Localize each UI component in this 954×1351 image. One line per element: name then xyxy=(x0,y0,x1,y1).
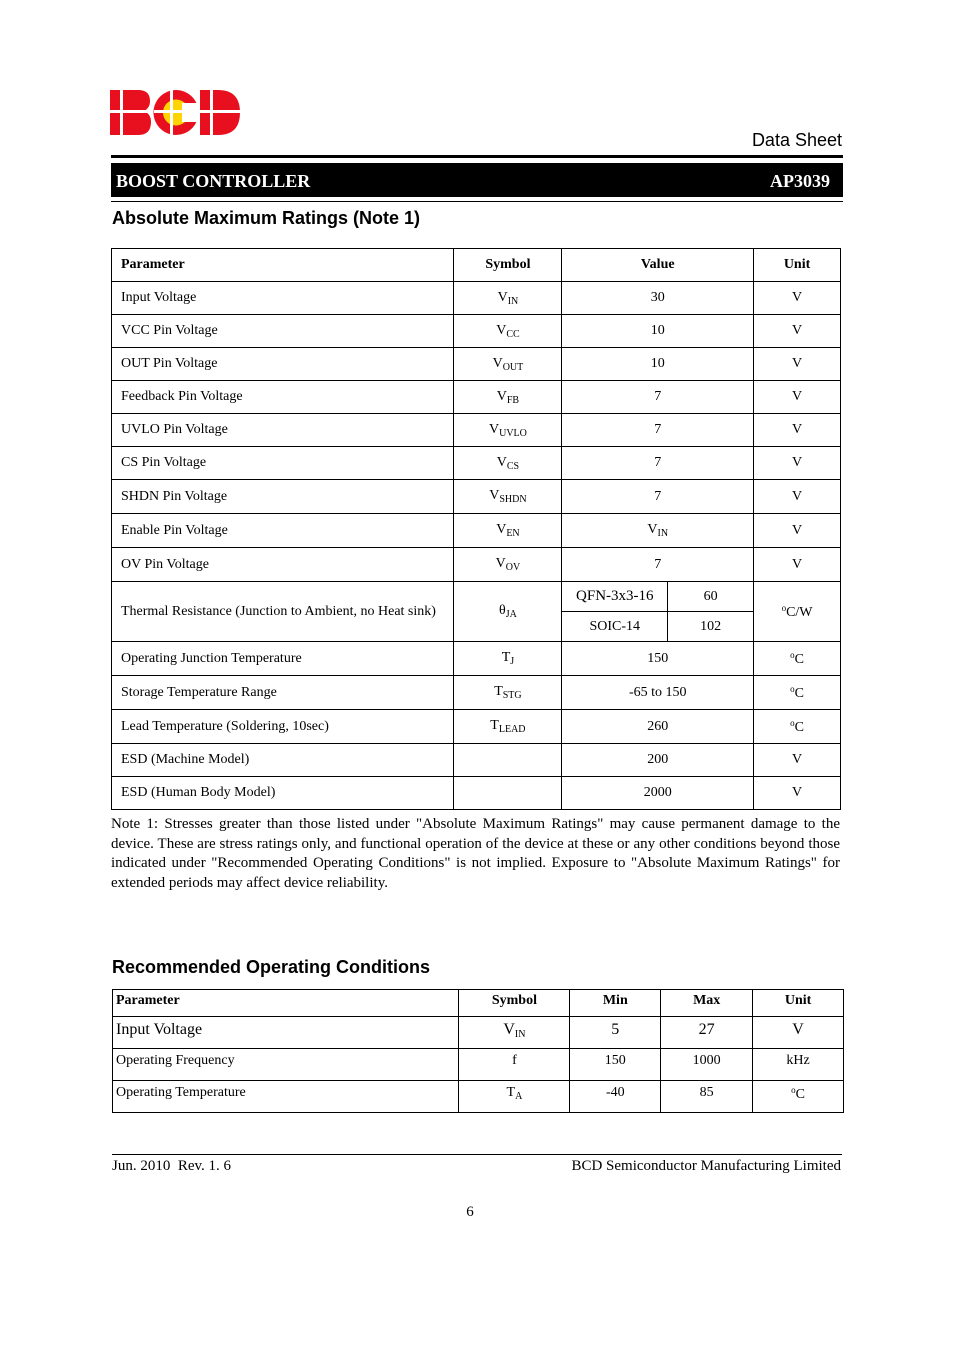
symbol-cell: $V_{CC}$ xyxy=(454,315,562,348)
package-cell: SOIC-14 xyxy=(562,612,668,642)
param-cell: ESD (Human Body Model) xyxy=(112,777,454,810)
value-cell: 2000 xyxy=(562,777,754,810)
unit-cell: V xyxy=(754,414,841,447)
symbol-cell: $V_{UVLO}$ xyxy=(454,414,562,447)
product-title: BOOST CONTROLLER xyxy=(116,171,311,191)
footer-date-revision: Jun. 2010 Rev. 1. 6 xyxy=(112,1158,232,1174)
table-header-row xyxy=(113,990,844,1017)
table-row xyxy=(112,282,841,315)
min-cell: 150 xyxy=(570,1049,661,1081)
table-row xyxy=(113,1017,844,1049)
param-cell: ESD (Machine Model) xyxy=(112,744,454,777)
symbol-cell: $V_{OV}$ xyxy=(454,548,562,582)
value-cell: 60 xyxy=(668,582,754,612)
min-cell: 5 xyxy=(570,1017,661,1049)
symbol-cell: $V_{SHDN}$ xyxy=(454,480,562,514)
param-cell: OV Pin Voltage xyxy=(112,548,454,582)
table-row xyxy=(112,514,841,548)
col-header-symbol: Symbol xyxy=(459,990,570,1017)
param-cell: Input Voltage xyxy=(112,282,454,315)
table-row xyxy=(112,381,841,414)
value-cell: 10 xyxy=(562,348,754,381)
value-cell: 7 xyxy=(562,480,754,514)
value-cell: 200 xyxy=(562,744,754,777)
col-header-unit: Unit xyxy=(754,249,841,282)
max-cell: 27 xyxy=(661,1017,753,1049)
symbol-cell xyxy=(454,744,562,777)
symbol-cell: $V_{EN}$ xyxy=(454,514,562,548)
unit-cell: V xyxy=(754,548,841,582)
unit-cell: $^o$C xyxy=(753,1081,844,1113)
param-cell: Feedback Pin Voltage xyxy=(112,381,454,414)
param-cell: Operating Temperature xyxy=(113,1081,459,1113)
table-header-row xyxy=(112,249,841,282)
table-row xyxy=(112,710,841,744)
unit-cell: kHz xyxy=(753,1049,844,1081)
col-header-parameter: Parameter xyxy=(112,249,454,282)
recommended-operating-conditions-table xyxy=(112,989,844,1113)
doc-type-label: Data Sheet xyxy=(751,130,842,150)
table-row xyxy=(113,1049,844,1081)
unit-cell: V xyxy=(754,480,841,514)
symbol-cell: $V_{CS}$ xyxy=(454,447,562,480)
param-cell: Enable Pin Voltage xyxy=(112,514,454,548)
max-cell: 1000 xyxy=(661,1049,753,1081)
unit-cell: $^o$C xyxy=(754,642,841,676)
package-cell: QFN-3x3-16 xyxy=(562,582,668,612)
param-cell: Storage Temperature Range xyxy=(112,676,454,710)
value-cell: -65 to 150 xyxy=(562,676,754,710)
page-number: 6 xyxy=(466,1204,474,1220)
col-header-value: Value xyxy=(562,249,754,282)
table-row xyxy=(112,676,841,710)
table-row xyxy=(112,348,841,381)
value-cell: 102 xyxy=(668,612,754,642)
table-row xyxy=(112,777,841,810)
footer-rule xyxy=(112,1154,842,1155)
title-banner xyxy=(111,163,843,197)
absolute-max-ratings-table xyxy=(111,248,841,810)
footer-company: BCD Semiconductor Manufacturing Limited xyxy=(571,1158,841,1174)
unit-cell: V xyxy=(754,315,841,348)
param-cell: SHDN Pin Voltage xyxy=(112,480,454,514)
symbol-cell: f xyxy=(459,1049,570,1081)
banner-underline xyxy=(111,201,843,202)
param-cell: Operating Junction Temperature xyxy=(112,642,454,676)
col-header-unit: Unit xyxy=(753,990,844,1017)
value-cell: 7 xyxy=(562,414,754,447)
value-cell: 10 xyxy=(562,315,754,348)
symbol-cell: $V_{IN}$ xyxy=(454,282,562,315)
unit-cell: $^o$C xyxy=(754,710,841,744)
part-number: AP3039 xyxy=(770,171,830,191)
note-paragraph: Note 1: Stresses greater than those listed under "Absolute Maximum Ratings" may cause permanent damage to the device. These are stress ratings only, and functional operation of the device at these or any other conditions beyond those indicated under "Recommended Operating Conditions" is not implied. Exposure to "Absolute Maximum Ratings" for extended periods may affect device reliability. xyxy=(111,816,840,891)
param-cell: UVLO Pin Voltage xyxy=(112,414,454,447)
unit-cell: V xyxy=(753,1017,844,1049)
unit-cell: $^o$C/W xyxy=(754,582,841,642)
unit-cell: V xyxy=(754,381,841,414)
param-cell: CS Pin Voltage xyxy=(112,447,454,480)
param-cell: VCC Pin Voltage xyxy=(112,315,454,348)
value-cell: 7 xyxy=(562,381,754,414)
value-cell: 260 xyxy=(562,710,754,744)
param-cell: Thermal Resistance (Junction to Ambient, no Heat sink) xyxy=(112,582,454,642)
amr-section-title: Absolute Maximum Ratings (Note 1) xyxy=(112,208,421,228)
table-row xyxy=(112,744,841,777)
value-cell: 30 xyxy=(562,282,754,315)
symbol-cell: $T_A$ xyxy=(459,1081,570,1113)
unit-cell: V xyxy=(754,777,841,810)
table-row xyxy=(112,642,841,676)
table-row xyxy=(113,1081,844,1113)
unit-cell: $^o$C xyxy=(754,676,841,710)
col-header-parameter: Parameter xyxy=(113,990,459,1017)
table-row xyxy=(112,414,841,447)
unit-cell: V xyxy=(754,447,841,480)
param-cell: Operating Frequency xyxy=(113,1049,459,1081)
header-rule xyxy=(111,155,843,158)
param-cell: Lead Temperature (Soldering, 10sec) xyxy=(112,710,454,744)
unit-cell: V xyxy=(754,514,841,548)
col-header-min: Min xyxy=(570,990,661,1017)
symbol-cell: $V_{OUT}$ xyxy=(454,348,562,381)
col-header-max: Max xyxy=(661,990,753,1017)
table-row xyxy=(112,315,841,348)
table-row xyxy=(112,548,841,582)
col-header-symbol: Symbol xyxy=(454,249,562,282)
value-cell: $V_{IN}$ xyxy=(562,514,754,548)
table-row xyxy=(112,480,841,514)
table-row-thermal xyxy=(112,582,841,612)
table-row xyxy=(112,447,841,480)
unit-cell: V xyxy=(754,348,841,381)
value-cell: 7 xyxy=(562,447,754,480)
unit-cell: V xyxy=(754,282,841,315)
min-cell: -40 xyxy=(570,1081,661,1113)
unit-cell: V xyxy=(754,744,841,777)
value-cell: 7 xyxy=(562,548,754,582)
symbol-cell: $\theta_{JA}$ xyxy=(454,582,562,642)
symbol-cell xyxy=(454,777,562,810)
param-cell: Input Voltage xyxy=(113,1017,459,1049)
param-cell: OUT Pin Voltage xyxy=(112,348,454,381)
roc-section-title: Recommended Operating Conditions xyxy=(112,957,431,977)
bcd-logo xyxy=(110,90,240,135)
symbol-cell: $T_J$ xyxy=(454,642,562,676)
symbol-cell: $T_{LEAD}$ xyxy=(454,710,562,744)
symbol-cell: $T_{STG}$ xyxy=(454,676,562,710)
value-cell: 150 xyxy=(562,642,754,676)
max-cell: 85 xyxy=(661,1081,753,1113)
symbol-cell: $V_{FB}$ xyxy=(454,381,562,414)
symbol-cell: $V_{IN}$ xyxy=(459,1017,570,1049)
